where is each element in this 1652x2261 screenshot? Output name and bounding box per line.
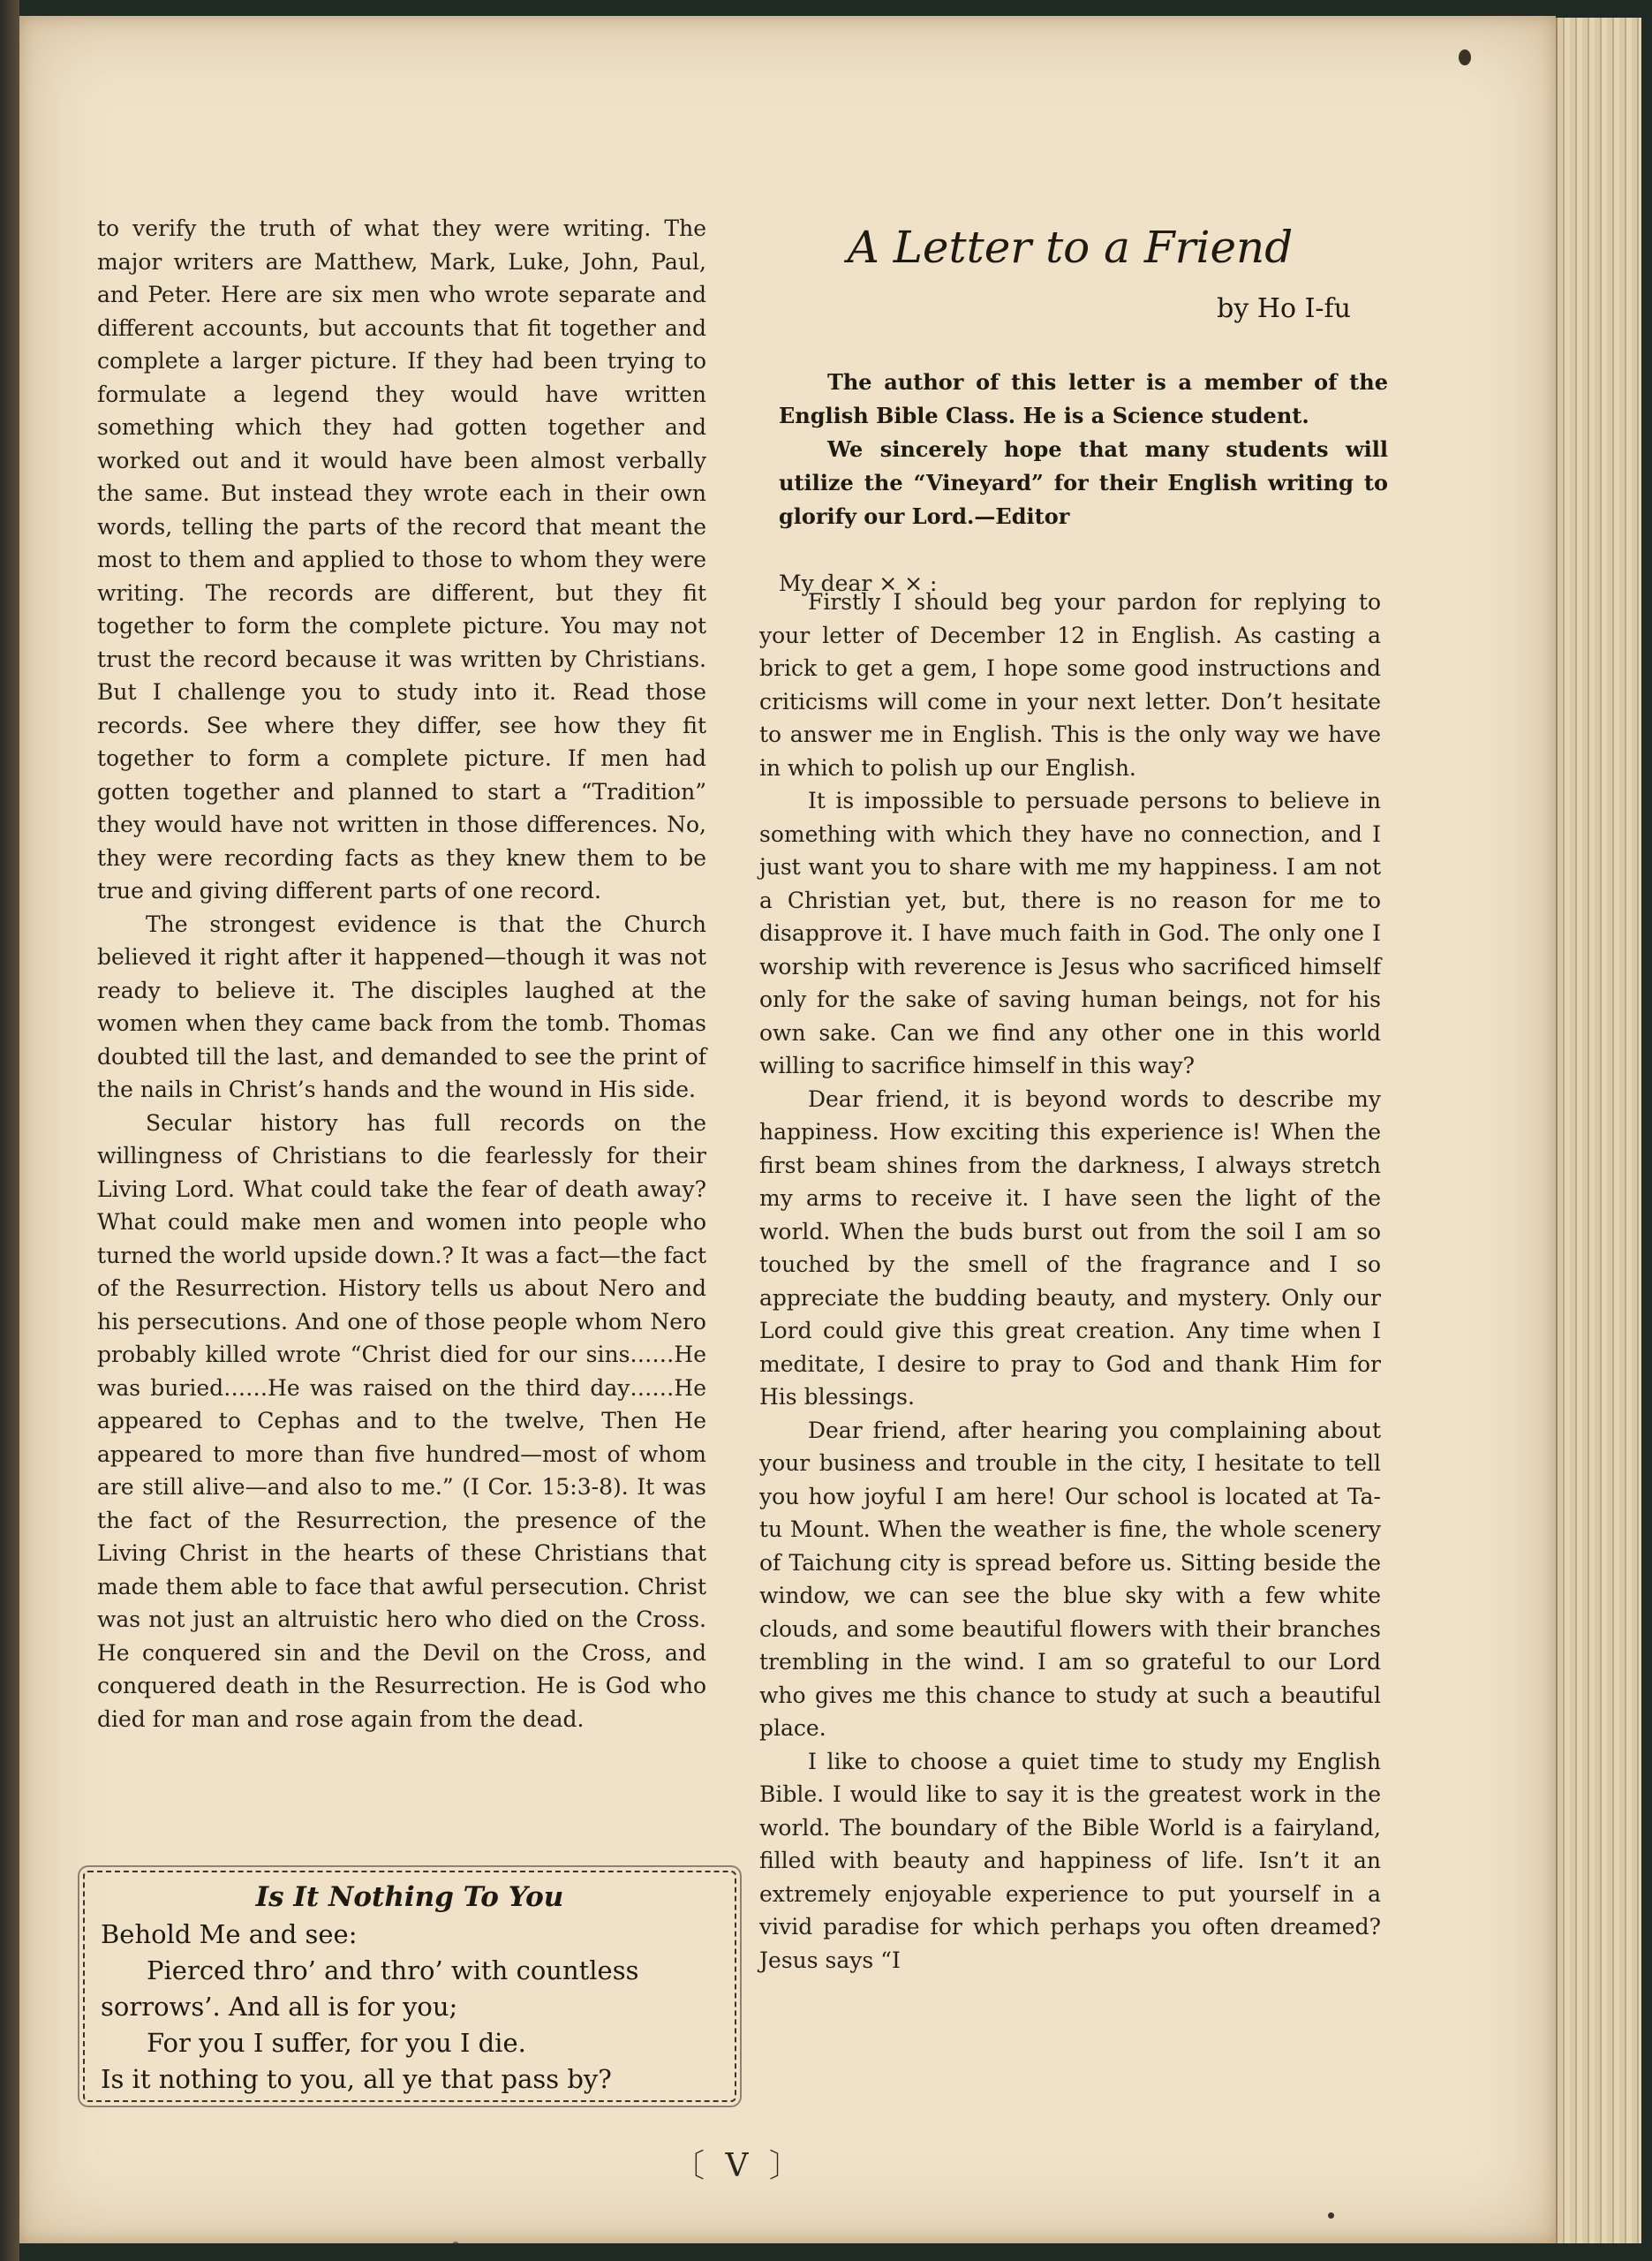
ink-spot [452, 2242, 459, 2243]
letter-salutation: My dear × × : [779, 571, 938, 596]
binding-shadow [0, 0, 19, 2261]
ink-spot [1328, 2212, 1334, 2219]
document-page [19, 16, 1556, 2243]
left-paragraph-3: Secular history has full records on the willingness of Christians to die fearlessly for their Living Lord. What could take the fear of death away? What could make men and women into people who turned the world upside down.? It was a fact—the fact of the Resurrection. History tells us about Nero and his persecutions. And one of those people whom Nero probably killed wrote “Christ died for our sins……He was buried……He was raised on the third day……He appeared to Cephas and to the twelve, Then He appeared to more than five hundred—most of whom are still alive—and also to me.” (I Cor. 15:3-8). It was the fact of the Resurrection, the presence of the Living Christ in the hearts of these Christians that made them able to face that awful persecution. Christ was not just an altruistic hero who died on the Cross. He conquered sin and the Devil on the Cross, and conquered death in the Resurrection. He is God who died for man and rose again from the dead. [97, 1109, 706, 1732]
poem-title: Is It Nothing To You [255, 1881, 564, 1913]
ink-spot [1459, 49, 1471, 65]
poem-box [83, 1871, 736, 2102]
editor-note-paragraph-1: The author of this letter is a member of the English Bible Class. He is a Science student. [779, 369, 1388, 428]
letter-paragraph-3: Dear friend, it is beyond words to describe my happiness. How exciting this experience is! When the first beam shines from the darkness, I always stretch my arms to receive it. I have seen the light of the world. When the buds burst out from the soil I am so touched by the smell of the fragrance and I so appreciate the budding beauty, and mystery. Only our Lord could give this great creation. Any time when I meditate, I desire to pray to God and thank Him for His blessings. [759, 1085, 1381, 1410]
left-column [97, 212, 706, 1735]
article-byline: by Ho I-fu [1217, 293, 1351, 324]
poem-line-1: Behold Me and see: [101, 1919, 358, 1949]
article-title: A Letter to a Friend [847, 222, 1294, 273]
editor-note [779, 366, 1388, 533]
letter-paragraph-4: Dear friend, after hearing you complaining about your business and trouble in the city, I hesitate to tell you how joyful I am here! Our school is located at Ta-tu Mount. When the weather is fine, the whole scenery of Taichung city is spread before us. Sitting beside the window, we can see the blue sky with a few white clouds, and some beautiful flowers with their branches trembling in the wind. I am so grateful to our Lord who gives me this chance to study at such a beautiful place. [759, 1417, 1381, 1741]
poem-line-4: For you I suffer, for you I die. [147, 2028, 526, 2058]
page-edges [1556, 18, 1641, 2243]
right-column [759, 586, 1381, 1977]
poem-line-5: Is it nothing to you, all ye that pass by? [101, 2064, 612, 2094]
letter-paragraph-2: It is impossible to persuade persons to believe in something with which they have no connection, and I just want you to share with me my happiness. I am not a Christian yet, but, there is no reason for me to disapprove it. I have much faith in God. The only one I worship with reverence is Jesus who sacrificed himself only for the sake of saving human beings, not for his own sake. Can we find any other one in this world willing to sacrifice himself in this way? [759, 788, 1381, 1078]
editor-note-paragraph-2: We sincerely hope that many students will utilize the “Vineyard” for their English writing to glorify our Lord.—Editor [779, 436, 1388, 529]
page-number: 〔 V 〕 [673, 2148, 806, 2184]
letter-paragraph-1: Firstly I should beg your pardon for replying to your letter of December 12 in English. As casting a brick to get a gem, I hope some good instructions and criticisms will come in your next letter. Don’t hesitate to answer me in English. This is the only way we have in which to polish up our English. [759, 589, 1381, 781]
letter-paragraph-5: I like to choose a quiet time to study my English Bible. I would like to say it is the greatest work in the world. The boundary of the Bible World is a fairyland, filled with beauty and happiness of life. Isn’t it an extremely enjoyable experience to put yourself in a vivid paradise for which perhaps you often dreamed? Jesus says “I [759, 1748, 1381, 1973]
left-paragraph-2: The strongest evidence is that the Church believed it right after it happened—though it was not ready to believe it. The disciples laughed at the women when they came back from the tomb. Thomas doubted till the last, and demanded to see the print of the nails in Christ’s hands and the wound in His side. [97, 911, 706, 1102]
poem-line-2: Pierced thro’ and thro’ with countless [147, 1955, 639, 1985]
poem-line-3: sorrows’. And all is for you; [101, 1992, 458, 2022]
left-paragraph-1: to verify the truth of what they were writing. The major writers are Matthew, Mark, Luke, John, Paul, and Peter. Here are six men who wrote separate and different accounts, but accounts that fit together and complete a larger picture. If they had been trying to formulate a legend they would have written something which they had gotten together and worked out and it would have been almost verbally the same. But instead they wrote each in their own words, telling the parts of the record that meant the most to them and applied to those to whom they were writing. The records are different, but they fit together to form the complete picture. You may not trust the record because it was written by Christians. But I challenge you to study into it. Read those records. See where they differ, see how they fit together to form a complete picture. If men had gotten together and planned to start a “Tradition” they would have not written in those differences. No, they were recording facts as they knew them to be true and giving different parts of one record. [97, 216, 706, 904]
